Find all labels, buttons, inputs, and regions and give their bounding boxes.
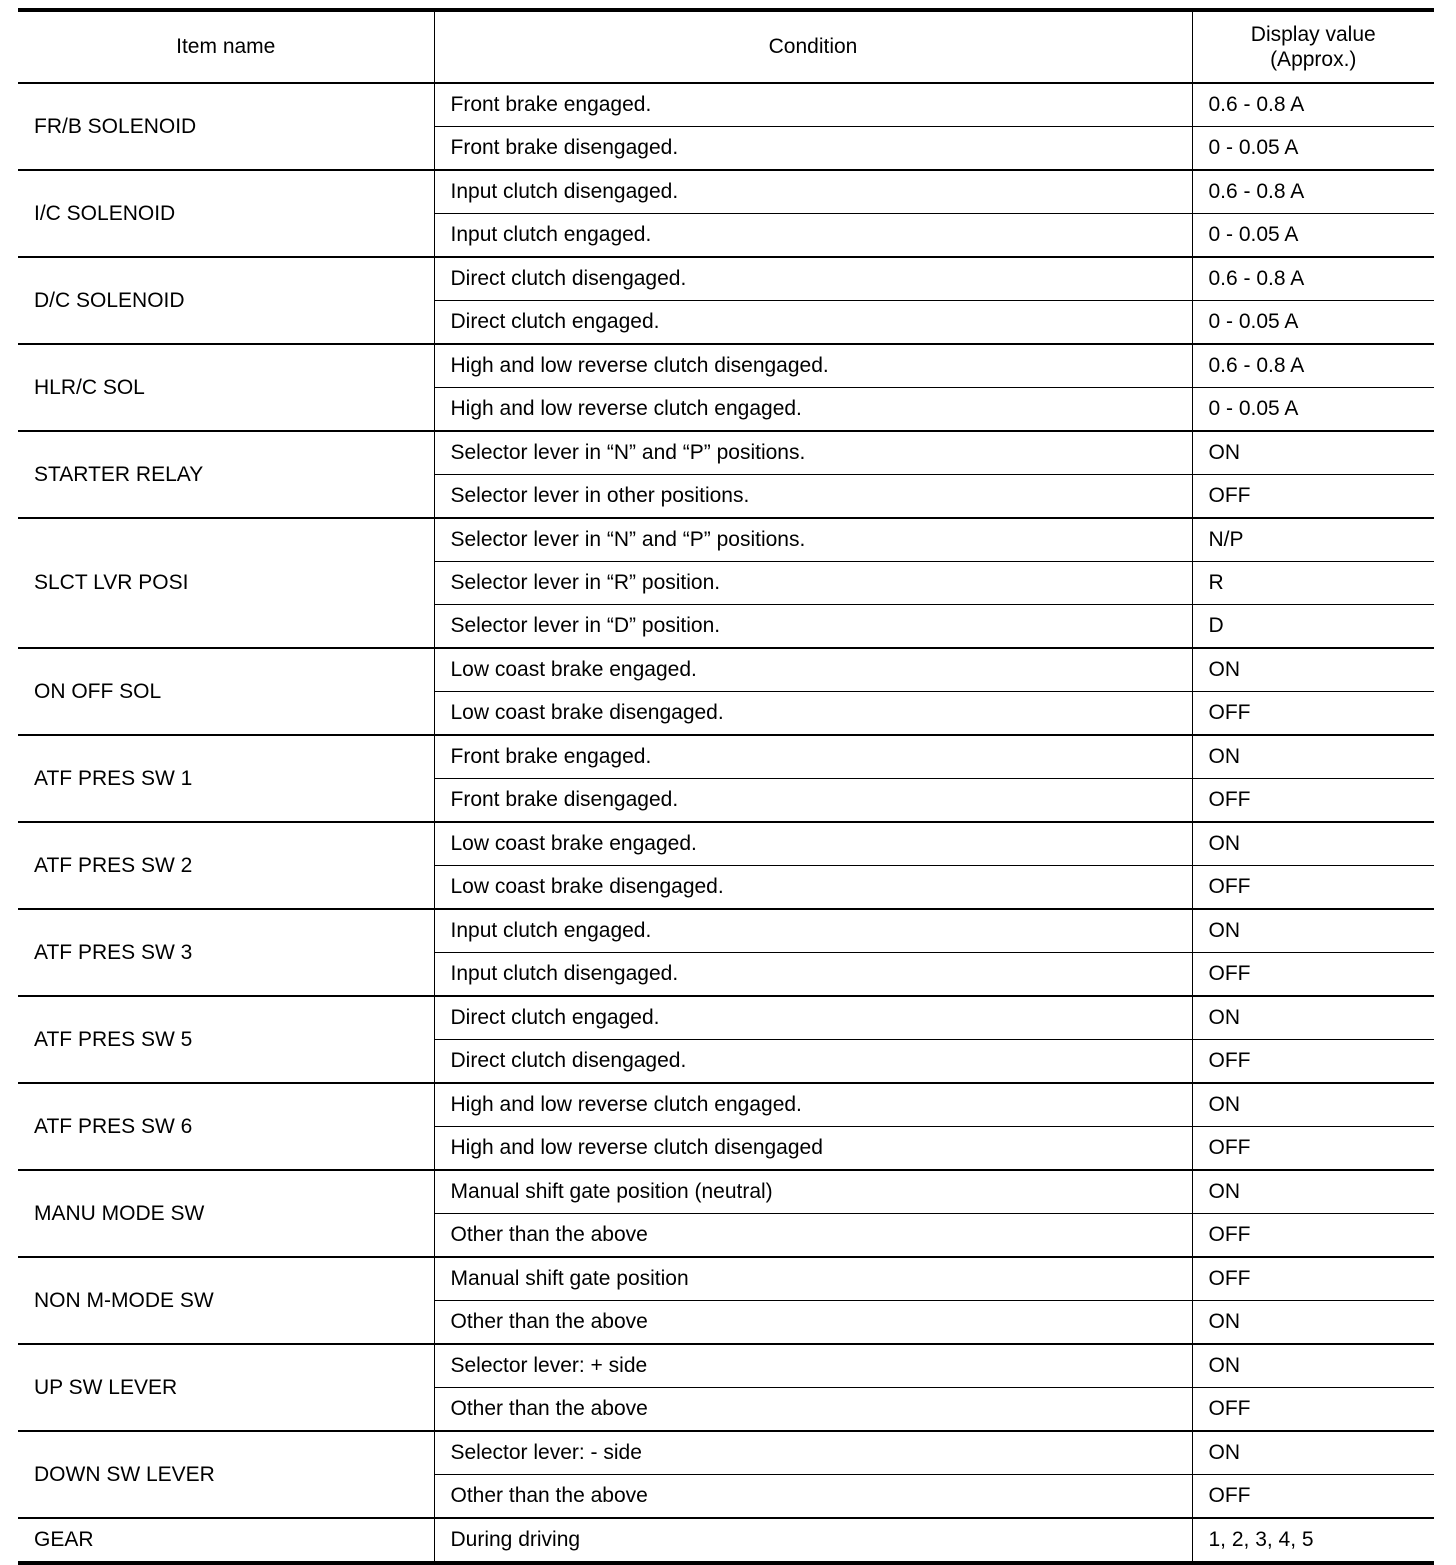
display-value-cell: OFF — [1192, 1475, 1434, 1519]
table-row — [18, 431, 1434, 475]
condition-cell: Other than the above — [434, 1388, 1192, 1432]
display-value-cell: 0.6 - 0.8 A — [1192, 83, 1434, 127]
display-value-cell: OFF — [1192, 866, 1434, 910]
table-row — [18, 1431, 1434, 1475]
display-value-cell: ON — [1192, 1301, 1434, 1345]
condition-cell: Selector lever: + side — [434, 1344, 1192, 1388]
condition-cell: Direct clutch engaged. — [434, 996, 1192, 1040]
table-row — [18, 1344, 1434, 1388]
item-name-cell: SLCT LVR POSI — [18, 518, 434, 648]
display-value-cell: ON — [1192, 1083, 1434, 1127]
item-name-cell: UP SW LEVER — [18, 1344, 434, 1431]
table-row — [18, 996, 1434, 1040]
display-value-cell: OFF — [1192, 692, 1434, 736]
condition-cell: Other than the above — [434, 1475, 1192, 1519]
condition-cell: Input clutch disengaged. — [434, 953, 1192, 997]
item-name-cell: STARTER RELAY — [18, 431, 434, 518]
condition-cell: Selector lever in “N” and “P” positions. — [434, 518, 1192, 562]
display-value-cell: N/P — [1192, 518, 1434, 562]
item-name-cell: ATF PRES SW 5 — [18, 996, 434, 1083]
condition-cell: Input clutch engaged. — [434, 909, 1192, 953]
condition-cell: High and low reverse clutch disengaged — [434, 1127, 1192, 1171]
condition-cell: Low coast brake disengaged. — [434, 866, 1192, 910]
table-row — [18, 1518, 1434, 1563]
header-row — [18, 10, 1434, 83]
condition-cell: Manual shift gate position (neutral) — [434, 1170, 1192, 1214]
table-header — [18, 10, 1434, 83]
table-row — [18, 344, 1434, 388]
display-value-cell: 0 - 0.05 A — [1192, 388, 1434, 432]
condition-cell: Input clutch disengaged. — [434, 170, 1192, 214]
table-row — [18, 170, 1434, 214]
table-row — [18, 257, 1434, 301]
condition-cell: High and low reverse clutch engaged. — [434, 388, 1192, 432]
item-name-cell: MANU MODE SW — [18, 1170, 434, 1257]
display-value-cell: 0.6 - 0.8 A — [1192, 257, 1434, 301]
item-name-cell: D/C SOLENOID — [18, 257, 434, 344]
display-value-cell: ON — [1192, 996, 1434, 1040]
header-display-value-line1: Display value — [1250, 22, 1376, 46]
header-condition: Condition — [434, 10, 1192, 83]
table-row — [18, 1083, 1434, 1127]
condition-cell: Front brake engaged. — [434, 735, 1192, 779]
item-name-cell: FR/B SOLENOID — [18, 83, 434, 170]
table-row — [18, 822, 1434, 866]
table-row — [18, 648, 1434, 692]
table-row — [18, 83, 1434, 127]
display-value-cell: 0 - 0.05 A — [1192, 301, 1434, 345]
condition-cell: Direct clutch engaged. — [434, 301, 1192, 345]
condition-cell: Low coast brake disengaged. — [434, 692, 1192, 736]
table-body — [18, 83, 1434, 1563]
condition-cell: Front brake engaged. — [434, 83, 1192, 127]
header-display-value-line2: (Approx.) — [1270, 48, 1357, 71]
condition-cell: Direct clutch disengaged. — [434, 1040, 1192, 1084]
display-value-cell: 0 - 0.05 A — [1192, 127, 1434, 171]
condition-cell: Input clutch engaged. — [434, 214, 1192, 258]
display-value-cell: ON — [1192, 735, 1434, 779]
display-value-cell: 1, 2, 3, 4, 5 — [1192, 1518, 1434, 1563]
display-value-cell: OFF — [1192, 1257, 1434, 1301]
display-value-cell: ON — [1192, 822, 1434, 866]
header-item-name: Item name — [18, 10, 434, 83]
display-value-cell: 0.6 - 0.8 A — [1192, 344, 1434, 388]
display-value-table — [18, 8, 1434, 1565]
display-value-cell: D — [1192, 605, 1434, 649]
item-name-cell: GEAR — [18, 1518, 434, 1563]
item-name-cell: ATF PRES SW 6 — [18, 1083, 434, 1170]
display-value-cell: ON — [1192, 1344, 1434, 1388]
display-value-cell: OFF — [1192, 953, 1434, 997]
table-row — [18, 1170, 1434, 1214]
display-value-cell: OFF — [1192, 1040, 1434, 1084]
item-name-cell: NON M-MODE SW — [18, 1257, 434, 1344]
item-name-cell: HLR/C SOL — [18, 344, 434, 431]
table-row — [18, 518, 1434, 562]
condition-cell: Front brake disengaged. — [434, 127, 1192, 171]
condition-cell: High and low reverse clutch disengaged. — [434, 344, 1192, 388]
condition-cell: High and low reverse clutch engaged. — [434, 1083, 1192, 1127]
item-name-cell: DOWN SW LEVER — [18, 1431, 434, 1518]
condition-cell: Selector lever in “D” position. — [434, 605, 1192, 649]
condition-cell: Selector lever: - side — [434, 1431, 1192, 1475]
display-value-cell: OFF — [1192, 1214, 1434, 1258]
condition-cell: Other than the above — [434, 1214, 1192, 1258]
table-row — [18, 1257, 1434, 1301]
display-value-cell: ON — [1192, 648, 1434, 692]
condition-cell: During driving — [434, 1518, 1192, 1563]
condition-cell: Direct clutch disengaged. — [434, 257, 1192, 301]
condition-cell: Low coast brake engaged. — [434, 822, 1192, 866]
table-row — [18, 735, 1434, 779]
condition-cell: Manual shift gate position — [434, 1257, 1192, 1301]
display-value-cell: ON — [1192, 431, 1434, 475]
item-name-cell: I/C SOLENOID — [18, 170, 434, 257]
display-value-cell: R — [1192, 562, 1434, 605]
condition-cell: Selector lever in “N” and “P” positions. — [434, 431, 1192, 475]
condition-cell: Other than the above — [434, 1301, 1192, 1345]
item-name-cell: ON OFF SOL — [18, 648, 434, 735]
display-value-cell: 0.6 - 0.8 A — [1192, 170, 1434, 214]
display-value-cell: OFF — [1192, 779, 1434, 823]
display-value-cell: ON — [1192, 1431, 1434, 1475]
condition-cell: Selector lever in “R” position. — [434, 562, 1192, 605]
item-name-cell: ATF PRES SW 2 — [18, 822, 434, 909]
condition-cell: Selector lever in other positions. — [434, 475, 1192, 519]
item-name-cell: ATF PRES SW 1 — [18, 735, 434, 822]
table-row — [18, 909, 1434, 953]
display-value-cell: OFF — [1192, 1388, 1434, 1432]
display-value-cell: OFF — [1192, 475, 1434, 519]
header-display-value — [1192, 10, 1434, 83]
item-name-cell: ATF PRES SW 3 — [18, 909, 434, 996]
condition-cell: Front brake disengaged. — [434, 779, 1192, 823]
display-value-cell: 0 - 0.05 A — [1192, 214, 1434, 258]
display-value-cell: ON — [1192, 909, 1434, 953]
display-value-cell: OFF — [1192, 1127, 1434, 1171]
condition-cell: Low coast brake engaged. — [434, 648, 1192, 692]
display-value-cell: ON — [1192, 1170, 1434, 1214]
